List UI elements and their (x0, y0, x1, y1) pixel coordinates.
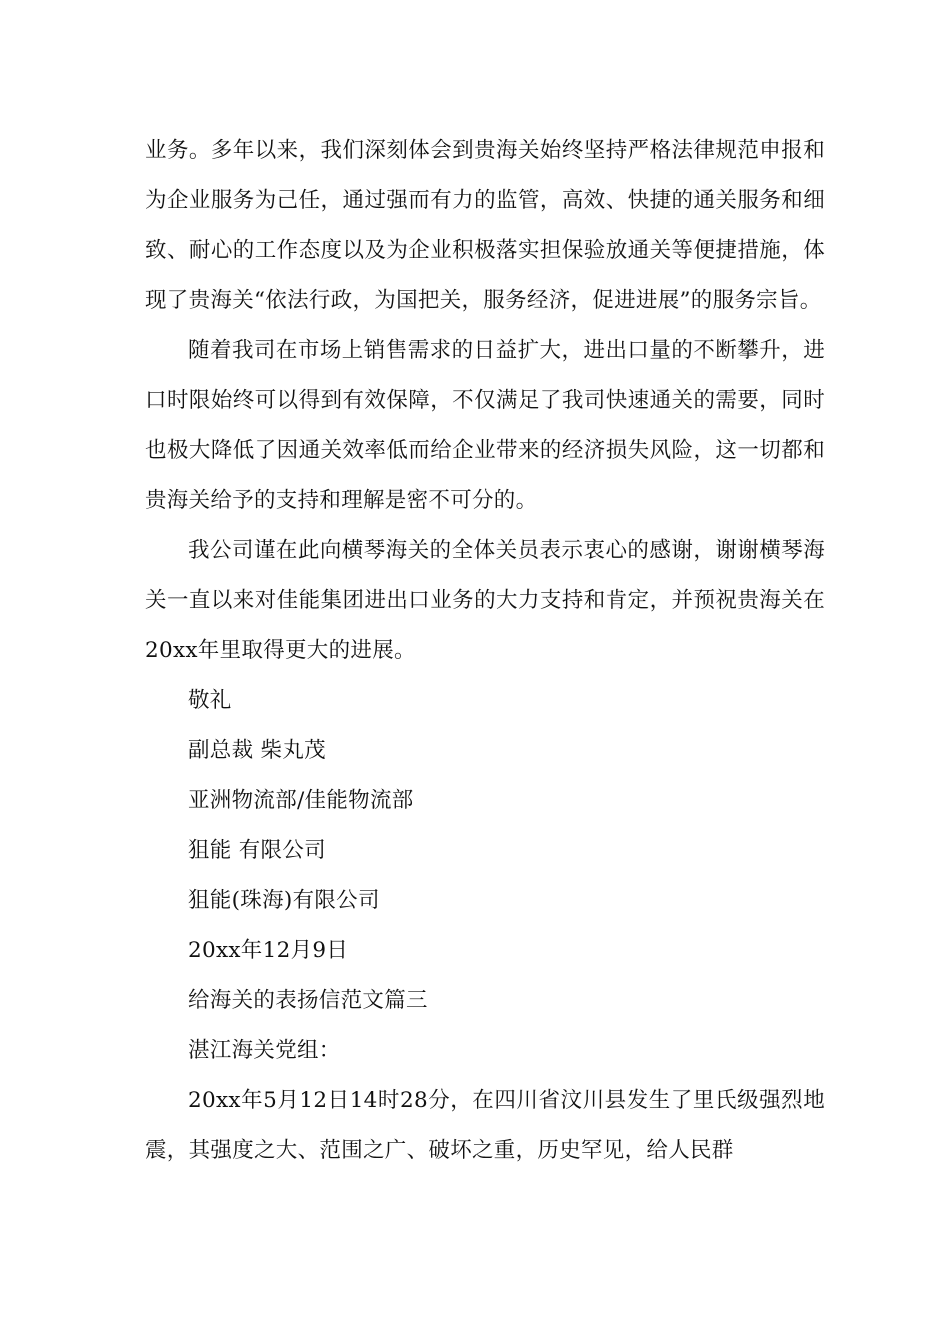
signer-title-name: 副总裁 柴丸茂 (188, 738, 326, 763)
paragraph-business-growth: 随着我司在市场上销售需求的日益扩大，进出口量的不断攀升，进口时限始终可以得到有效保障，不仅满足了我司快速通关的需要，同时也极大降低了因通关效率低而给企业带来的经济损失风险，这一切都和贵海关给予的支持和理解是密不可分的。 (145, 338, 825, 513)
signer-company-zhuhai: 狙能(珠海)有限公司 (188, 888, 380, 913)
signer-department: 亚洲物流部/佳能物流部 (188, 788, 414, 813)
section-title: 给海关的表扬信范文篇三 (188, 988, 428, 1013)
letter-body (145, 126, 825, 1176)
paragraph-earthquake: 20xx年5月12日14时28分，在四川省汶川县发生了里氏级强烈地震，其强度之大、范围之广、破坏之重，历史罕见，给人民群 (145, 1088, 825, 1163)
paragraph-thanks: 我公司谨在此向横琴海关的全体关员表示衷心的感谢，谢谢横琴海关一直以来对佳能集团进出口业务的大力支持和肯定，并预祝贵海关在20xx年里取得更大的进展。 (145, 538, 825, 663)
recipient-line: 湛江海关党组： (188, 1038, 341, 1063)
signer-company: 狙能 有限公司 (188, 838, 326, 863)
closing-salute: 敬礼 (188, 688, 232, 713)
paragraph-customs-praise: 业务。多年以来，我们深刻体会到贵海关始终坚持严格法律规范申报和为企业服务为己任，通过强而有力的监管，高效、快捷的通关服务和细致、耐心的工作态度以及为企业积极落实担保验放通关等便捷措施，体现了贵海关“依法行政，为国把关，服务经济，促进进展”的服务宗旨。 (145, 138, 825, 313)
letter-date: 20xx年12月9日 (188, 938, 349, 963)
